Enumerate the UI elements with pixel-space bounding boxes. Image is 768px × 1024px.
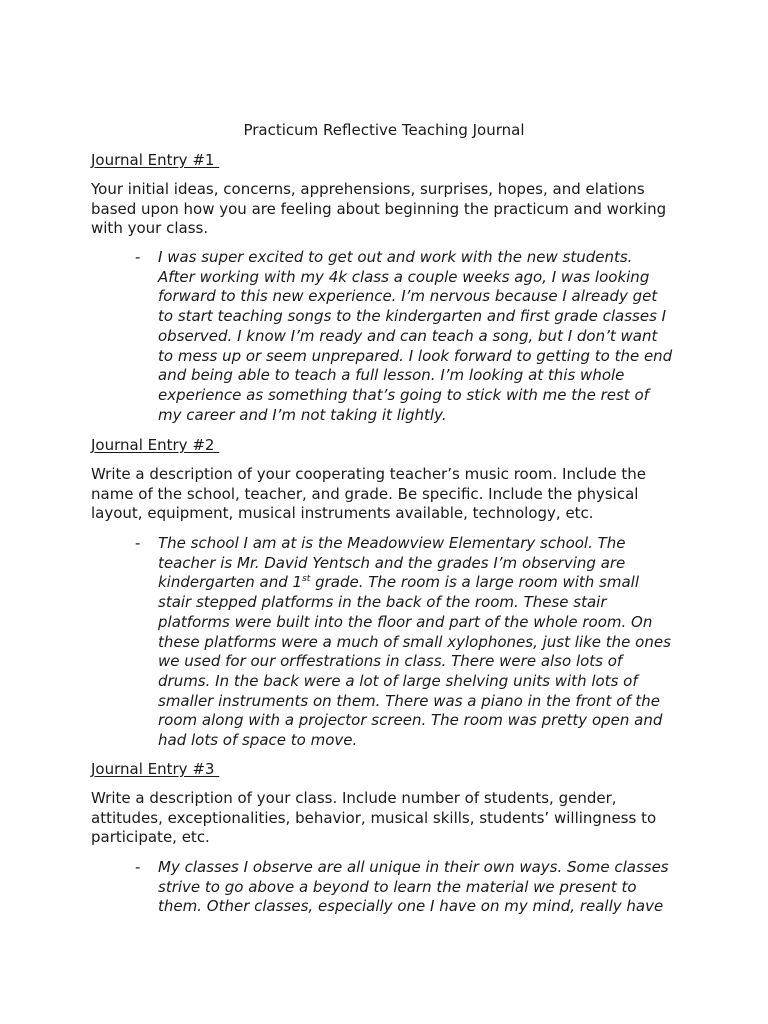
- journal-entry-2-heading: Journal Entry #2: [91, 436, 220, 454]
- journal-entry-3-heading: Journal Entry #3: [91, 760, 220, 778]
- response-line: we used for our orffestrations in class. There were also lots of: [158, 652, 623, 671]
- response-line: [158, 573, 698, 593]
- bullet-dash: -: [135, 248, 141, 266]
- response-line: room along with a projector screen. The room was pretty open and: [158, 711, 663, 730]
- journal-entry-1-response: [158, 248, 698, 425]
- prompt-line: Write a description of your class. Include number of students, gender,: [91, 789, 617, 807]
- journal-entry-1-prompt: [91, 180, 691, 239]
- bullet-dash: -: [135, 534, 141, 552]
- prompt-line: name of the school, teacher, and grade. Be specific. Include the physical: [91, 484, 639, 503]
- ordinal-suffix: st: [302, 574, 311, 585]
- response-line: forward to this new experience. I’m nervous because I already get: [158, 287, 658, 306]
- response-line: had lots of space to move.: [158, 731, 358, 750]
- prompt-line: based upon how you are feeling about beginning the practicum and working: [91, 199, 667, 218]
- response-line: and being able to teach a full lesson. I’m looking at this whole: [158, 366, 625, 385]
- response-line: After working with my 4k class a couple weeks ago, I was looking: [158, 267, 650, 286]
- prompt-line: layout, equipment, musical instruments available, technology, etc.: [91, 504, 594, 523]
- response-text: kindergarten and 1: [158, 573, 303, 592]
- prompt-line: attitudes, exceptionalities, behavior, musical skills, students’ willingness to: [91, 808, 657, 827]
- response-line: My classes I observe are all unique in their own ways. Some classes: [158, 858, 669, 876]
- journal-entry-2-response: [158, 534, 698, 751]
- journal-entry-3-response: [158, 858, 698, 917]
- response-line: these platforms were a much of small xylophones, just like the ones: [158, 632, 671, 651]
- journal-entry-1-heading: Journal Entry #1: [91, 151, 220, 169]
- response-line: strive to go above a beyond to learn the material we present to: [158, 877, 637, 896]
- response-line: platforms were built into the floor and part of the whole room. On: [158, 612, 653, 631]
- response-line: to mess up or seem unprepared. I look forward to getting to the end: [158, 346, 673, 365]
- response-line: The school I am at is the Meadowview Elementary school. The: [158, 534, 626, 552]
- document-title: Practicum Reflective Teaching Journal: [243, 121, 525, 139]
- bullet-dash: -: [135, 858, 141, 876]
- journal-entry-3-prompt: [91, 789, 691, 848]
- response-line: them. Other classes, especially one I have on my mind, really have: [158, 897, 664, 916]
- response-line: I was super excited to get out and work with the new students.: [158, 248, 633, 266]
- response-line: to start teaching songs to the kindergarten and first grade classes I: [158, 307, 667, 326]
- response-line: drums. In the back were a lot of large shelving units with lots of: [158, 671, 638, 690]
- prompt-line: Your initial ideas, concerns, apprehensions, surprises, hopes, and elations: [91, 180, 645, 198]
- response-line: observed. I know I’m ready and can teach a song, but I don’t want: [158, 326, 658, 345]
- response-line: stair stepped platforms in the back of the room. These stair: [158, 593, 607, 612]
- prompt-line: with your class.: [91, 219, 209, 238]
- response-line: teacher is Mr. David Yentsch and the grades I’m observing are: [158, 553, 626, 572]
- prompt-line: participate, etc.: [91, 828, 210, 847]
- response-line: my career and I’m not taking it lightly.: [158, 405, 447, 424]
- journal-entry-2-prompt: [91, 465, 691, 524]
- response-text: grade. The room is a large room with small: [310, 573, 640, 592]
- prompt-line: Write a description of your cooperating teacher’s music room. Include the: [91, 465, 647, 483]
- response-line: smaller instruments on them. There was a piano in the front of the: [158, 691, 661, 710]
- response-line: experience as something that’s going to stick with me the rest of: [158, 385, 649, 404]
